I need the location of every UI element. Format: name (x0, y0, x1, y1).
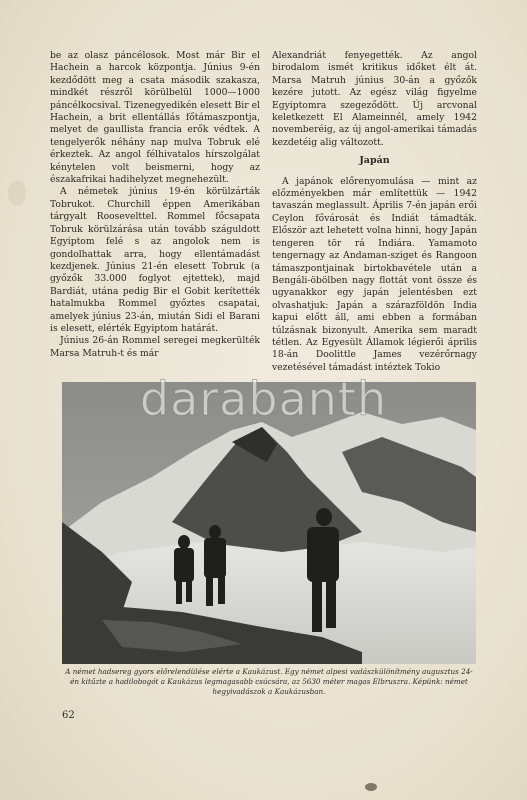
watermark: darabanth (139, 372, 388, 426)
page-number: 62 (62, 710, 75, 721)
paragraph: Alexandriát fenyegették. Az angol birodalom ismét kritikus időket élt át. Marsa Matruh június 30-án a győzők kezére jutott. Az egész világ figyelme Egyiptomra szegeződött. Új arcvonal keletkezett El Alameinnél, amely 1942 novemberéig, az új angol-amerikai támadás kezdetéig alig változott. (272, 50, 477, 148)
paper-stain (365, 783, 377, 791)
left-text-column (50, 50, 260, 360)
paragraph: A németek június 19-én körülzárták Tobrukot. Churchill éppen Amerikában tárgyalt Roosevelttel. Rommel főcsapata Tobruk körülzárása után tovább száguldott Egyiptom felé s az angolok nem is gondolhattak arra, hogy ellentámadást kezdjenek. Június 21-én elesett Tobruk (a győzők 33.000 foglyot ejtettek), majd Bardiát, utána pedig Bir el Gobit kerítették hatalmukba Rommel győztes csapatai, amelyek június 23-án, miután Sidi el Barani is elesett, elérték Egyiptom határát. (50, 186, 260, 334)
paragraph: A japánok előrenyomulása — mint az előzményekben már említettük — 1942 tavaszán meglassult. Április 7-én japán erői Ceylon fővárosát és Indiát támadták. Először azt lehetett volna hinni, hogy Japán tengeren tör rá Indiára. Yamamoto tengernagy az Andaman-sziget és Rangoon támaszpontjainak birtokbavétele után a Bengáli-öbölben nagy flottát vont össze és ugyanakkor egy japán jelentésben ezt olvashatjuk: Japán a szárazföldön India kapui előtt áll, ami ebben a formában túlzásnak bizonyult. Amerika sem maradt tétlen. Az Egyesült Államok légierői április 18-án Doolittle James vezérőrnagy vezetésével támadást intéztek Tokio (272, 175, 477, 373)
photo-caption: A német hadsereg gyors előrelendülése elérte a Kaukázust. Egy német alpesi vadászkülönítmény augusztus 24-én kitűzte a hadilobogót a Kaukázus legmagasabb csúcsára, az 5630 méter magas Elbruszra. Képünk: német hegyivadászok a Kaukázusban. (65, 667, 473, 696)
mountain-photo-icon (62, 382, 476, 664)
photo-illustration (62, 382, 476, 664)
paper-stain (8, 180, 26, 206)
section-heading: Japán (359, 155, 390, 167)
paragraph: be az olasz páncélosok. Most már Bir el Hachein a harcok központja. Június 9-én kezdődött meg a csata második szakasza, mindkét részről körülbelül 1000—1000 páncélkocsival. Tizenegyedikén elesett Bir el Hachein, a brit ellentállás főtámaszpontja, melyet de gaullista francia erők védtek. A tengelyerők néhány nap mulva Tobruk elé érkeztek. Az angol félhivatalos hírszolgálat kénytelen volt beismerni, hogy az északafrikai hadihelyzet megnehezült. (50, 50, 260, 186)
paragraph: Június 26-án Rommel seregei megkerülték Marsa Matruh-t és már (50, 335, 260, 359)
right-text-column (272, 50, 477, 374)
